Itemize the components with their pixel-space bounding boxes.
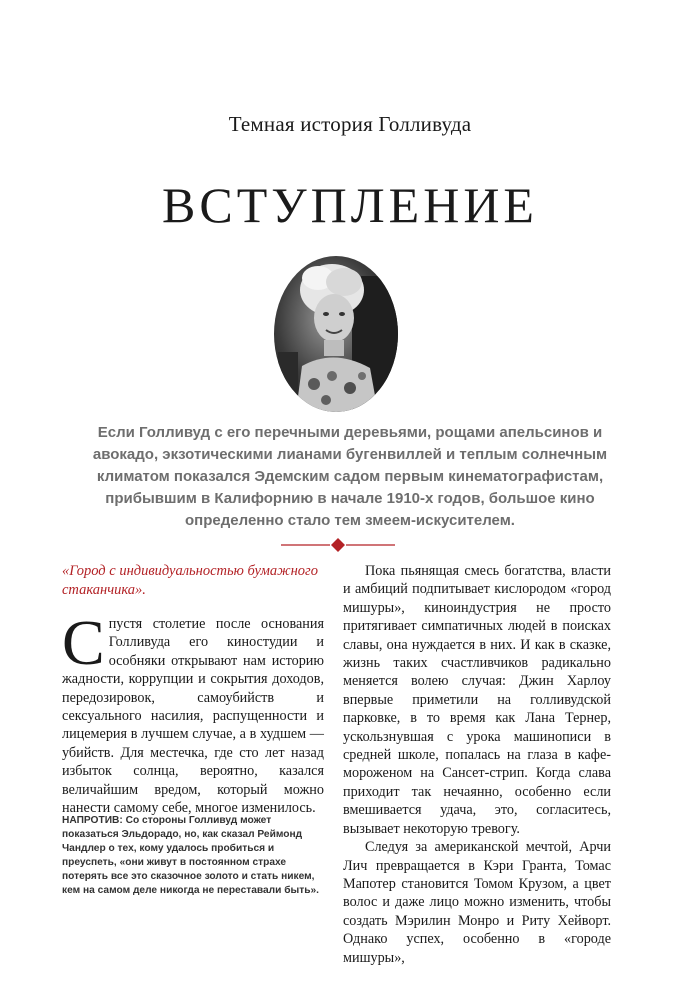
book-title: Темная история Голливуда — [228, 112, 472, 136]
opening-paragraph — [62, 607, 324, 817]
caption-text: Со стороны Голливуд может показаться Эльдорадо, но, как сказал Реймонд Чандлер о тех, кому удалось пробиться и преуспеть, «они живут в постоянном страхе потерять все это сказочное золото и стать никем, кем на самом деле никогда не переставали быть». — [62, 815, 319, 896]
right-paragraph-2: Следуя за американской мечтой, Арчи Лич превращается в Кэри Гранта, Томас Мапотер становится Томом Крузом, а цвет волос и даже лицо можно изменить, чтобы создать Мэрилин Монро и Риту Хейворт. Однако успех, особенно в «городе мишуры», — [343, 839, 611, 966]
right-column — [343, 562, 611, 967]
lead-paragraph: Если Голливуд с его перечными деревьями, рощами апельсинов и авокадо, экзотическими лианами бугенвиллей и теплым солнечным климатом показался Эдемским садом первым кинематографистам, прибывшим в Калифорнию в начале 1910-х годов, большое кино определенно стало тем змеем-искусителем. — [92, 424, 608, 529]
section-divider — [0, 537, 700, 553]
portrait-photo — [274, 256, 398, 412]
chapter-title: ВСТУПЛЕНИЕ — [162, 177, 538, 233]
right-paragraph-1: Пока пьянящая смесь богатства, власти и амбиций подпитывает кислородом «город мишуры», киноиндустрия не просто притягивает симпатичных людей в поисках славы, она нуждается в них. И как в сказке, жизнь таких счастливчиков радикально меняется волею случая: Джин Харлоу впервые приметили на голливудской парковке, в то время как Лана Тернер, ускользнувшая с урока машинописи в средней школе, попалась на глаза в кафе-мороженом на Сансет-стрип. Когда слава приходит так нечаянно, особенно если вмешивается удача, это, согласитесь, вызывает некоторую тревогу. — [343, 563, 611, 837]
caption-label: НАПРОТИВ: — [62, 815, 123, 826]
portrait-photo-icon — [274, 256, 398, 412]
left-column — [62, 562, 324, 817]
drop-cap: С — [62, 607, 105, 678]
photo-caption — [62, 814, 324, 898]
opening-paragraph-text: пустя столетие после основания Голливуда его киностудии и особняки открывают нам историю жадности, коррупции и сокрытия доходов, передозировок, самоубийств и сексуального насилия, распущенности и лицемерия в лучшем случае, а в худшем — убийств. Для местечка, где сто лет назад избыток солнца, вероятно, казался величайшим вредом, который можно нанести самому себе, многое изменилось. — [62, 616, 324, 817]
pull-quote: «Город с индивидуальностью бумажного стаканчика». — [62, 563, 318, 598]
